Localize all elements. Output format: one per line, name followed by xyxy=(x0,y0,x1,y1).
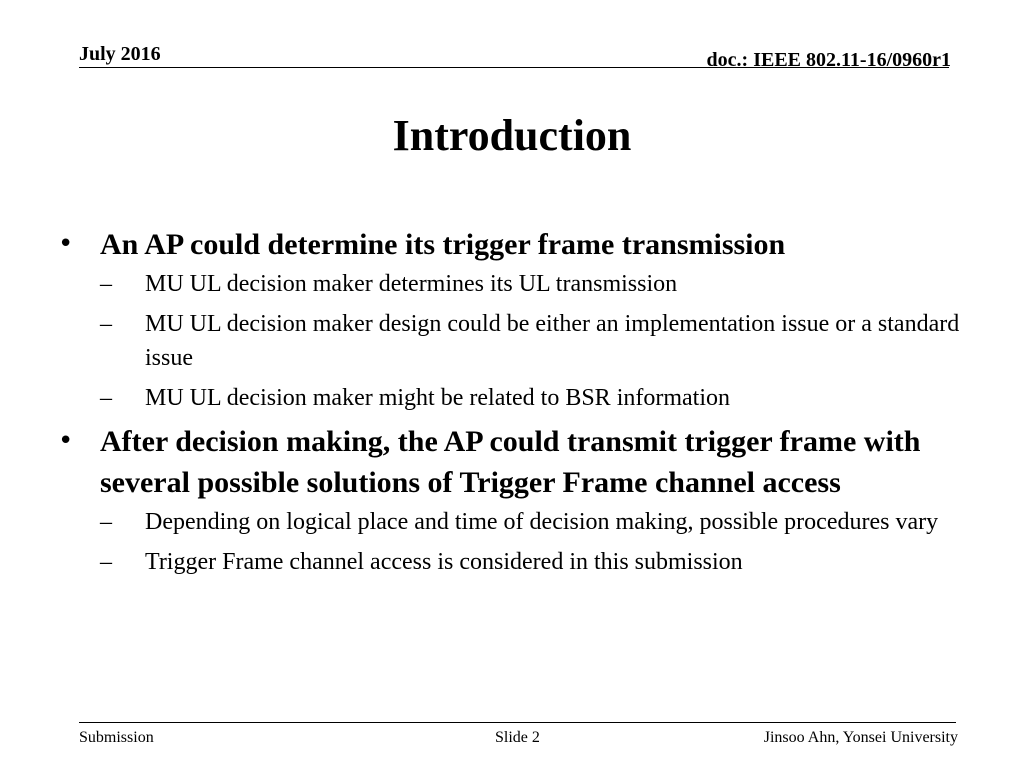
footer-submission: Submission xyxy=(79,729,154,746)
bullet-marker-icon: • xyxy=(58,426,74,456)
header-date: July 2016 xyxy=(79,43,161,65)
sub-bullet-item xyxy=(58,545,978,579)
footer-slide-number: Slide 2 xyxy=(495,729,540,746)
sub-bullet-item xyxy=(58,267,978,301)
slide-body xyxy=(58,224,978,585)
slide-title: Introduction xyxy=(392,111,632,160)
dash-marker-icon: – xyxy=(100,311,112,337)
dash-marker-icon: – xyxy=(100,509,112,535)
sub-bullet-text: Depending on logical place and time of decision making, possible procedures vary xyxy=(145,509,939,535)
bullet-item xyxy=(58,421,978,503)
sub-bullet-text: MU UL decision maker might be related to BSR information xyxy=(145,385,730,411)
sub-bullet-text: MU UL decision maker determines its UL transmission xyxy=(145,271,678,297)
footer-divider xyxy=(79,722,956,723)
header-doc-id: doc.: IEEE 802.11-16/0960r1 xyxy=(706,49,951,71)
header-divider xyxy=(79,67,949,68)
sub-bullet-text: Trigger Frame channel access is considered in this submission xyxy=(145,549,743,575)
bullet-item xyxy=(58,224,978,265)
sub-bullet-item xyxy=(58,381,978,415)
bullet-text: An AP could determine its trigger frame transmission xyxy=(100,228,786,261)
sub-bullet-item xyxy=(58,307,978,375)
footer-author: Jinsoo Ahn, Yonsei University xyxy=(763,729,958,746)
sub-bullet-text: MU UL decision maker design could be either an implementation issue or a standard issue xyxy=(145,311,960,371)
bullet-text: After decision making, the AP could transmit trigger frame with several possible solutions of Trigger Frame channel access xyxy=(100,425,921,499)
dash-marker-icon: – xyxy=(100,549,112,575)
dash-marker-icon: – xyxy=(100,271,112,297)
sub-bullet-item xyxy=(58,505,978,539)
dash-marker-icon: – xyxy=(100,385,112,411)
bullet-marker-icon: • xyxy=(58,229,74,259)
